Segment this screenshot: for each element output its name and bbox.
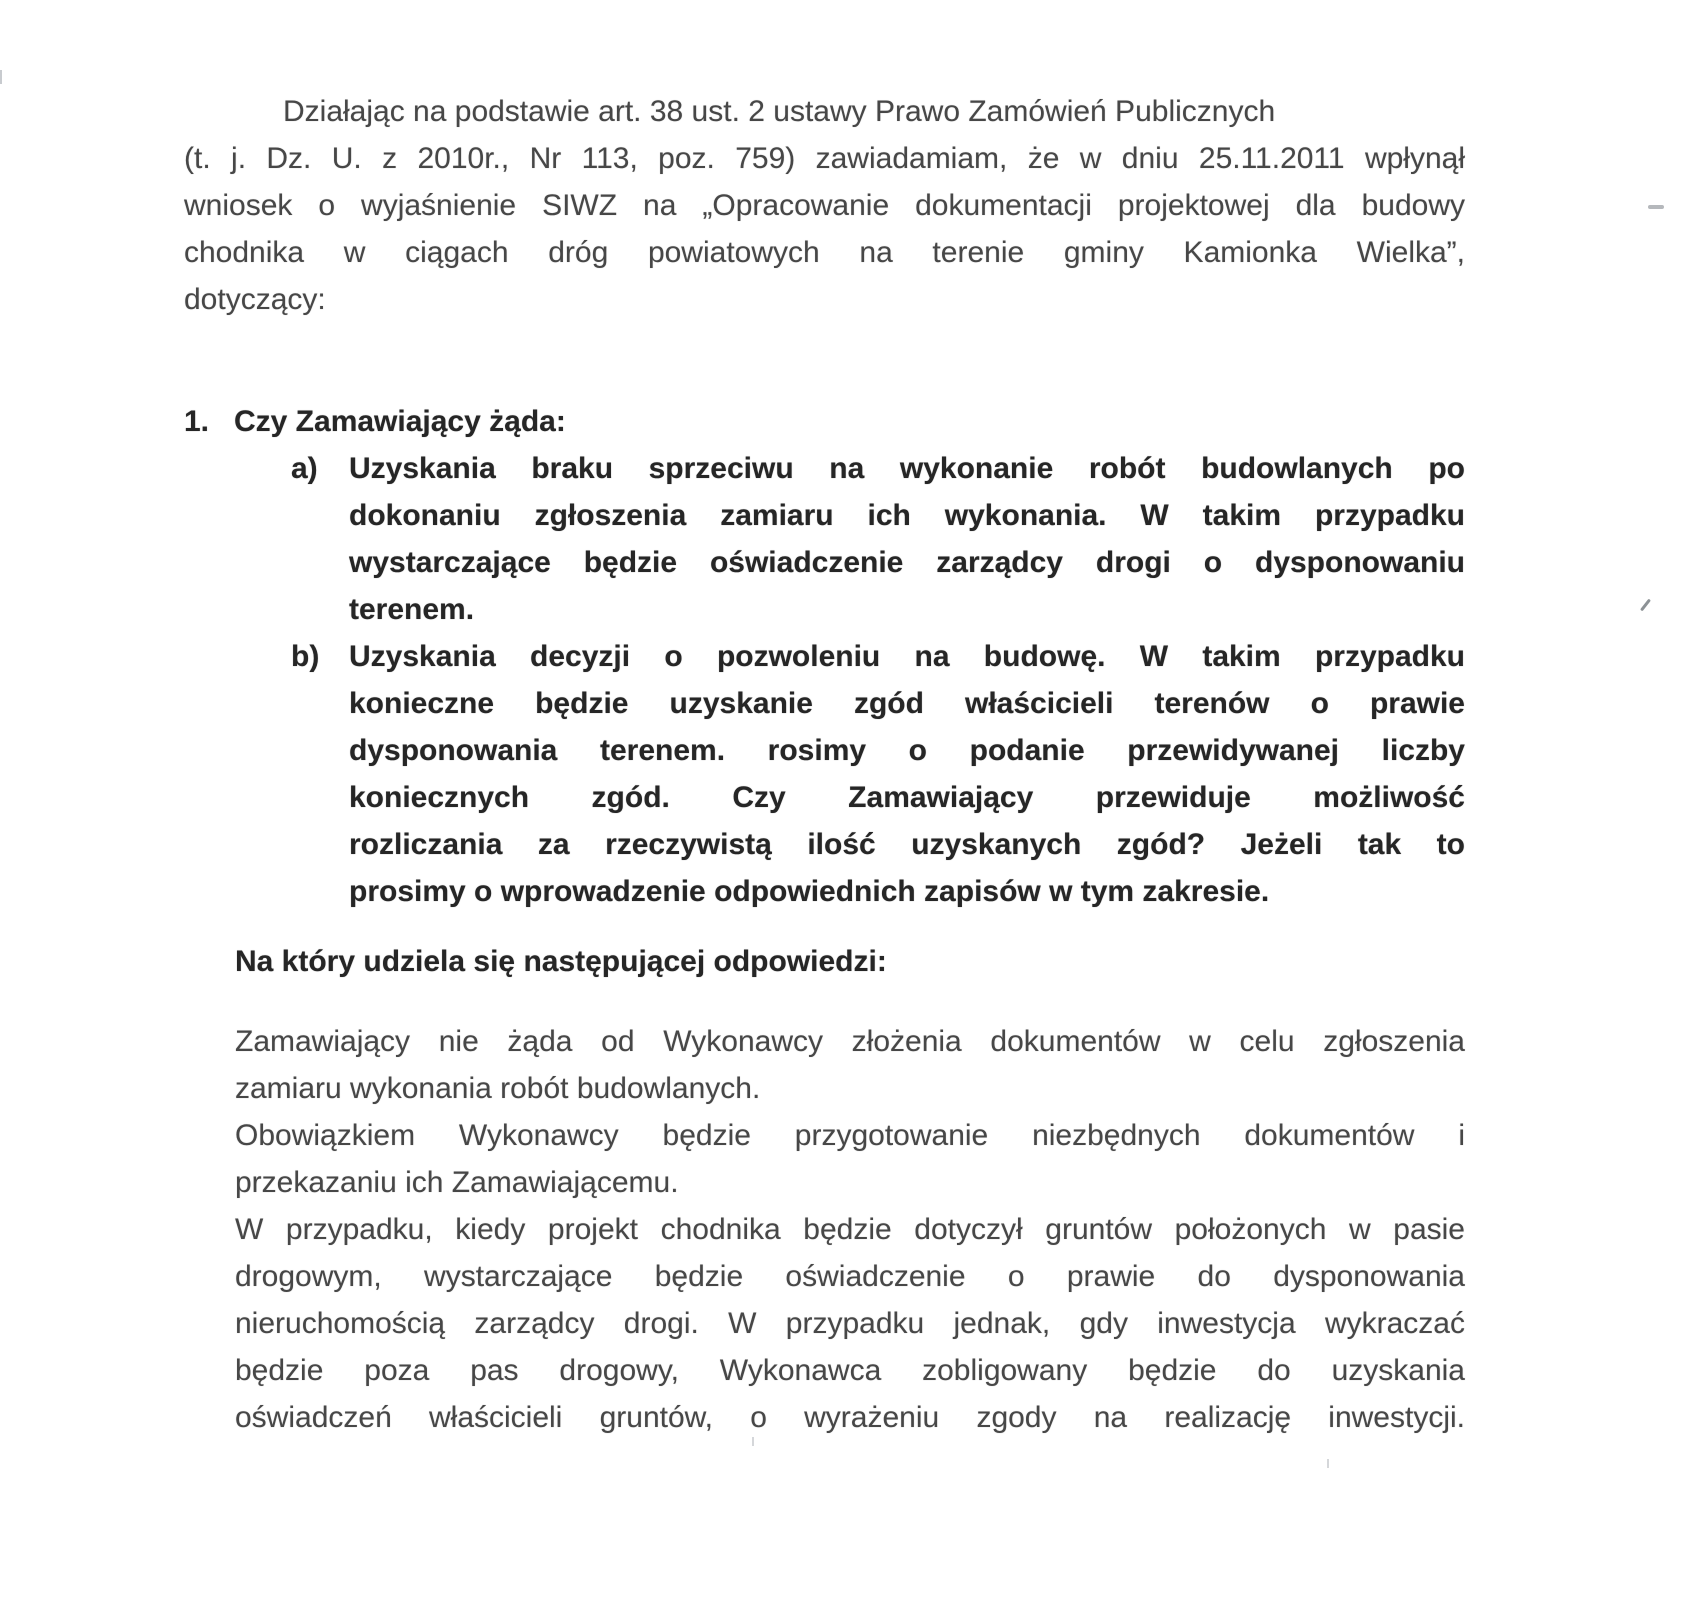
text-line: Zamawiający nie żąda od Wykonawcy złożenia dokumentów w celu zgłoszenia bbox=[235, 1025, 1465, 1058]
scan-artifact-dash bbox=[1648, 205, 1664, 209]
question-number: 1. bbox=[184, 405, 210, 438]
letter-body bbox=[184, 88, 1465, 1441]
scan-artifact-speck bbox=[1327, 1459, 1329, 1468]
text-line: oświadczeń właścicieli gruntów, o wyrażeniu zgody na realizację inwestycji. bbox=[235, 1401, 1465, 1434]
item-text bbox=[349, 445, 1465, 633]
scan-artifact-left-edge bbox=[0, 70, 2, 84]
text-line: konieczne będzie uzyskanie zgód właścicieli terenów o prawie bbox=[349, 687, 1465, 720]
text-line: nieruchomością zarządcy drogi. W przypadku jednak, gdy inwestycja wykraczać bbox=[235, 1307, 1465, 1340]
intro-paragraph bbox=[184, 88, 1465, 323]
text-line: prosimy o wprowadzenie odpowiednich zapisów w tym zakresie. bbox=[349, 875, 1270, 908]
text-line: będzie poza pas drogowy, Wykonawca zobligowany będzie do uzyskania bbox=[235, 1354, 1465, 1387]
text-line: dysponowania terenem. rosimy o podanie przewidywanej liczby bbox=[349, 734, 1465, 767]
item-label: a) bbox=[291, 452, 318, 485]
question-item-a bbox=[184, 445, 1465, 633]
question-1-heading bbox=[184, 398, 1465, 445]
scan-artifact-tick bbox=[1640, 599, 1651, 612]
text-line: (t. j. Dz. U. z 2010r., Nr 113, poz. 759) zawiadamiam, że w dniu 25.11.2011 wpłynął bbox=[184, 142, 1465, 175]
text-line: Uzyskania decyzji o pozwoleniu na budowę. W takim przypadku bbox=[349, 640, 1465, 673]
text-line: terenem. bbox=[349, 593, 475, 626]
text-line: wystarczające będzie oświadczenie zarządcy drogi o dysponowaniu bbox=[349, 546, 1465, 579]
text-line: zamiaru wykonania robót budowlanych. bbox=[235, 1072, 761, 1105]
text-line: przekazaniu ich Zamawiającemu. bbox=[235, 1166, 679, 1199]
text-line: Obowiązkiem Wykonawcy będzie przygotowanie niezbędnych dokumentów i bbox=[235, 1119, 1465, 1152]
item-text bbox=[349, 633, 1465, 915]
question-title: Czy Zamawiający żąda: bbox=[234, 405, 566, 438]
answer-heading: Na który udziela się następującej odpowiedzi: bbox=[235, 945, 887, 978]
text-line: koniecznych zgód. Czy Zamawiający przewiduje możliwość bbox=[349, 781, 1465, 814]
text-line: wniosek o wyjaśnienie SIWZ na „Opracowanie dokumentacji projektowej dla budowy bbox=[184, 189, 1465, 222]
text-line: Uzyskania braku sprzeciwu na wykonanie robót budowlanych po bbox=[349, 452, 1465, 485]
text-line: chodnika w ciągach dróg powiatowych na terenie gminy Kamionka Wielka”, bbox=[184, 236, 1465, 269]
text-line: rozliczania za rzeczywistą ilość uzyskanych zgód? Jeżeli tak to bbox=[349, 828, 1465, 861]
text-line: dokonaniu zgłoszenia zamiaru ich wykonania. W takim przypadku bbox=[349, 499, 1465, 532]
text-line: W przypadku, kiedy projekt chodnika będzie dotyczył gruntów położonych w pasie bbox=[235, 1213, 1465, 1246]
answer-paragraphs bbox=[235, 1018, 1465, 1441]
text-line: drogowym, wystarczające będzie oświadczenie o prawie do dysponowania bbox=[235, 1260, 1465, 1293]
text-line: dotyczący: bbox=[184, 283, 326, 316]
text-line: Działając na podstawie art. 38 ust. 2 ustawy Prawo Zamówień Publicznych bbox=[283, 95, 1276, 128]
item-label: b) bbox=[291, 640, 320, 673]
question-item-b bbox=[184, 633, 1465, 915]
